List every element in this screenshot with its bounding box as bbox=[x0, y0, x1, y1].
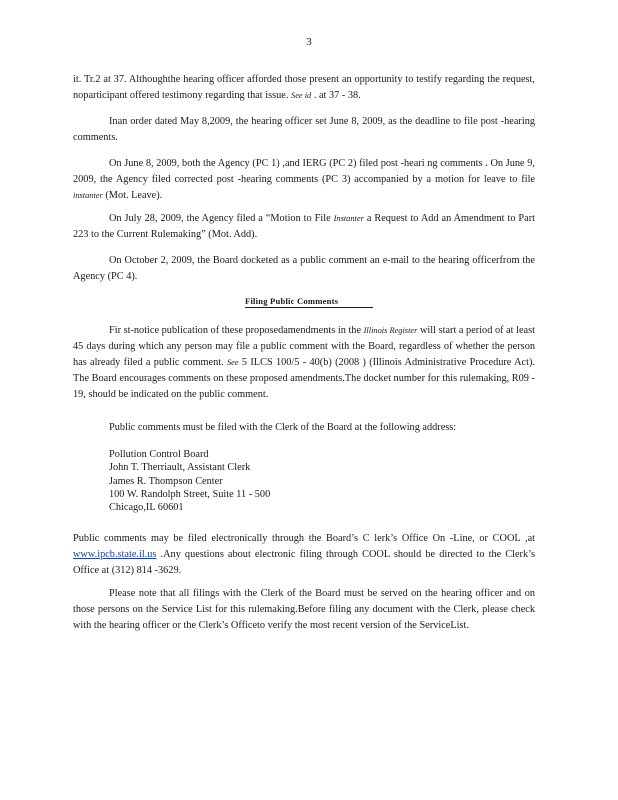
address-line: 100 W. Randolph Street, Suite 11 - 500 bbox=[109, 488, 271, 500]
paragraph-text: it. Tr.2 at 37. Althoughthe hearing officer afforded those present an opportunity to testify regarding the request, noparticipant offered testimony regarding that issue. bbox=[73, 74, 535, 101]
paragraph-text: .Any questions about electronic filing through COOL should be directed to the Clerk’s Office at (312) 814 -3629. bbox=[73, 549, 535, 576]
address-line: James R. Thompson Center bbox=[109, 475, 223, 487]
website-link[interactable]: www.ipcb.state.il.us bbox=[73, 549, 157, 560]
paragraph-text: (Mot. Leave). bbox=[105, 190, 163, 201]
paragraph-service-list bbox=[73, 586, 535, 634]
citation-instanter: Instanter bbox=[333, 214, 364, 223]
paragraph-text: On July 28, 2009, the Agency filed a “Motion to File bbox=[109, 213, 331, 224]
address-line: Pollution Control Board bbox=[109, 449, 209, 460]
paragraph-filing-address-intro bbox=[73, 420, 535, 436]
section-heading: Filing Public Comments bbox=[245, 296, 373, 308]
citation-illinois-register: Illinois Register bbox=[363, 326, 418, 335]
paragraph-text: Public comments may be filed electronically through the Board’s C lerk’s Office On -Line, or COOL ,at bbox=[73, 533, 535, 544]
citation-see-id: See id bbox=[291, 91, 312, 100]
paragraph-text: Please note that all filings with the Clerk of the Board must be served on the hearing officer and on those persons on the Service List for this rulemaking.Before filing any document with the Clerk, please check with the hearing officer or the Clerk’s Officeto verify the most recent version of the ServiceList. bbox=[73, 588, 535, 631]
paragraph-text: a Request to Add an Amendment to Part 223 to the Current Rulemaking” (Mot. Add). bbox=[73, 213, 535, 240]
paragraph-text: will start a period of at least 45 days during which any person may file a public comment with the Board, regardless of whether the person has already filed a public comment. bbox=[73, 325, 535, 368]
paragraph-electronic-filing bbox=[73, 531, 535, 579]
paragraph-text: Public comments must be filed with the Clerk of the Board at the following address: bbox=[109, 422, 457, 433]
paragraph-motion-to-add bbox=[73, 211, 535, 243]
paragraph-order-deadline bbox=[73, 114, 535, 146]
page-number: 3 bbox=[306, 36, 312, 48]
citation-see: See bbox=[226, 358, 239, 367]
address-line: Chicago,IL 60601 bbox=[109, 502, 184, 514]
paragraph-first-notice bbox=[73, 323, 535, 403]
citation-instanter: instanter bbox=[73, 191, 103, 200]
paragraph-text: . at 37 - 38. bbox=[313, 90, 361, 101]
paragraph-text: Fir st-notice publication of these proposedamendments in the bbox=[109, 325, 362, 336]
paragraph-public-comment-docketed bbox=[73, 253, 535, 285]
address-line: John T. Therriault, Assistant Clerk bbox=[109, 462, 251, 474]
paragraph-text: Inan order dated May 8,2009, the hearing officer set June 8, 2009, as the deadline to file post -hearing comments. bbox=[73, 116, 535, 143]
paragraph-post-hearing-comments bbox=[73, 156, 535, 204]
paragraph-text: 5 ILCS 100/5 - 40(b) (2008 ) (Illinois Administrative Procedure Act). The Board encourages comments on these proposed amendments.The docket number for this rulemaking, R09 - 19, should be indicated on the public comment. bbox=[73, 357, 535, 400]
paragraph-transcript-testimony bbox=[73, 72, 535, 104]
paragraph-text: On October 2, 2009, the Board docketed as a public comment an e-mail to the hearing officerfrom the Agency (PC 4). bbox=[73, 255, 535, 282]
clerk-address-block bbox=[109, 448, 270, 514]
paragraph-text: On June 8, 2009, both the Agency (PC 1) ,and IERG (PC 2) filed post -heari ng comments . On June 9, 2009, the Agency filed corrected post -hearing comments (PC 3) accompanied by a motion for leave to file bbox=[73, 158, 535, 185]
